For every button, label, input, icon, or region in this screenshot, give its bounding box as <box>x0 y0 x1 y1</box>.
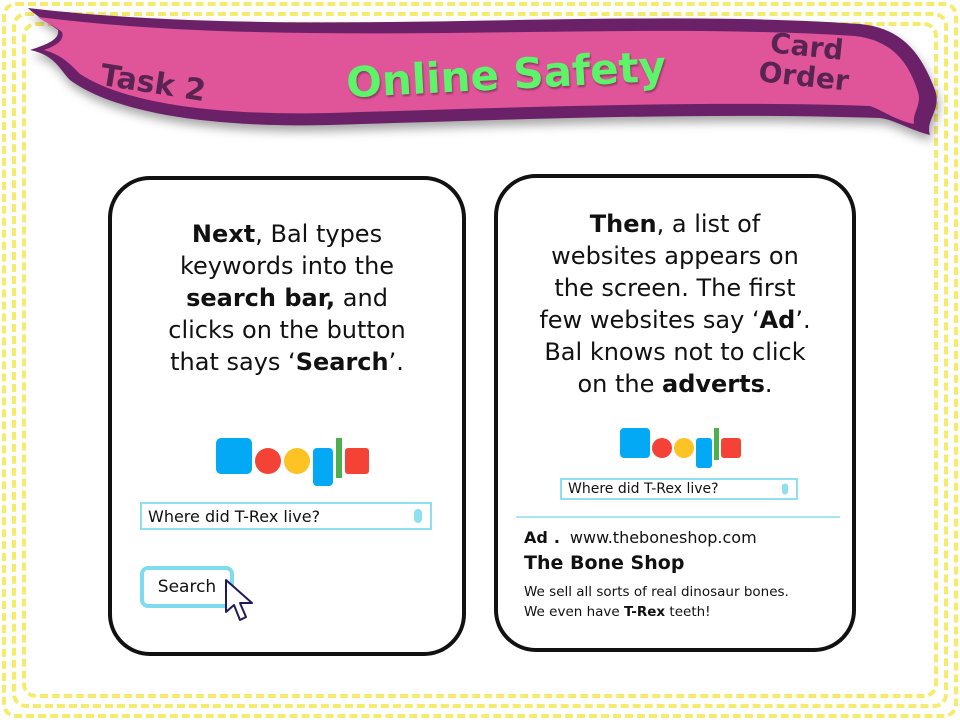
text-segment: teeth! <box>665 604 711 620</box>
search-button[interactable]: Search <box>140 566 234 608</box>
bold-segment: search bar, <box>186 284 336 312</box>
bold-lead: Next <box>191 220 256 248</box>
search-input-value: Where did T-Rex live? <box>568 481 719 497</box>
ad-desc-line2 <box>524 602 789 622</box>
card-instruction-text <box>498 208 852 400</box>
ad-title-link[interactable]: The Bone Shop <box>524 552 685 574</box>
text-segment: ’. Bal knows not to click on the <box>544 306 811 398</box>
card-order-line1: Card <box>768 26 846 67</box>
bold-segment: adverts <box>662 370 765 398</box>
search-input[interactable] <box>560 478 798 500</box>
bold-segment: Search <box>295 348 389 376</box>
results-divider <box>516 516 840 518</box>
task-label: Task 2 <box>97 57 209 110</box>
microphone-icon[interactable] <box>782 484 788 495</box>
story-card-then[interactable] <box>494 174 856 652</box>
bold-segment: T-Rex <box>624 604 666 620</box>
card-order-label <box>757 27 853 96</box>
google-logo <box>620 428 741 468</box>
ad-description <box>524 582 789 622</box>
ad-desc-line1: We sell all sorts of real dinosaur bones. <box>524 584 789 600</box>
bold-segment: Ad <box>759 306 796 334</box>
google-logo <box>216 438 369 486</box>
card-order-line2: Order <box>757 55 851 98</box>
text-segment: , Bal types keywords into the <box>179 220 395 280</box>
bold-lead: Then <box>589 210 657 238</box>
mouse-pointer-icon <box>224 578 262 624</box>
text-segment: , a list of websites appears on the screen. The first few websites say ‘ <box>539 210 799 334</box>
text-segment: ’. <box>388 348 404 376</box>
ad-url-link[interactable]: www.theboneshop.com <box>569 528 757 547</box>
story-card-next[interactable] <box>108 176 466 656</box>
card-instruction-text <box>112 218 462 378</box>
ad-dot: . <box>553 528 560 547</box>
ad-url-line[interactable] <box>524 528 757 547</box>
page-title: Online Safety <box>344 41 668 108</box>
text-segment: We even have <box>524 604 625 620</box>
search-input[interactable] <box>140 502 432 530</box>
text-segment: . <box>764 370 773 398</box>
ad-tag: Ad <box>524 528 548 547</box>
microphone-icon[interactable] <box>414 509 422 523</box>
search-input-value: Where did T-Rex live? <box>148 506 321 526</box>
text-segment: and clicks on the button that says ‘ <box>168 284 406 376</box>
